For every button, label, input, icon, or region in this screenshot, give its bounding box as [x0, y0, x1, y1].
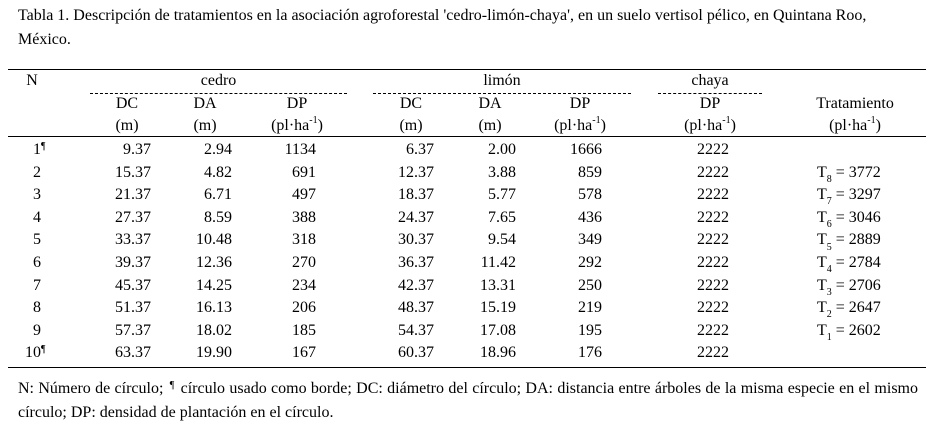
cell-n: 2: [33, 163, 41, 181]
cell-limon-da: 2.00: [488, 141, 516, 158]
cell-limon-dp: 250: [578, 276, 602, 294]
cell-limon-dc: 12.37: [398, 163, 434, 181]
unit-cedro-dp: $(pl\cdot ha^{-1})$: [271, 114, 323, 134]
cell-cedro-da: 2.94: [204, 141, 232, 158]
cell-chaya-dp: 2222: [697, 186, 729, 204]
cell-cedro-dc: 9.37: [123, 141, 151, 158]
cell-cedro-da: 12.36: [196, 254, 232, 271]
cell-chaya-dp: 2222: [697, 254, 729, 271]
cell-tratamiento: $T_5 = 2889$: [817, 231, 881, 253]
unit-cedro-da: (m): [193, 117, 217, 134]
cell-n: 10: [25, 344, 41, 362]
cell-cedro-dp: 270: [292, 254, 316, 271]
cell-cedro-dp: 167: [292, 344, 316, 362]
cell-limon-da: 9.54: [488, 231, 516, 249]
cell-cedro-dc: 27.37: [115, 208, 151, 226]
header-cedro-dc: DC: [115, 95, 139, 112]
unit-limon-da: (m): [478, 117, 502, 134]
cell-cedro-dc: 39.37: [115, 254, 151, 271]
cell-limon-da: 3.88: [488, 163, 516, 181]
cell-cedro-dc: 63.37: [115, 344, 151, 362]
cell-chaya-dp: 2222: [697, 231, 729, 249]
header-n: N: [26, 72, 38, 89]
cell-cedro-da: 8.59: [204, 208, 232, 226]
cell-cedro-dc: 45.37: [115, 276, 151, 294]
cell-cedro-dc: 51.37: [115, 299, 151, 317]
cell-limon-da: 5.77: [488, 186, 516, 204]
cell-limon-dp: 1666: [570, 141, 602, 158]
cell-chaya-dp: 2222: [697, 141, 729, 158]
cell-tratamiento: $T_3 = 2706$: [817, 276, 881, 298]
header-group-cedro: cedro: [200, 72, 237, 89]
cell-limon-dc: 30.37: [398, 231, 434, 249]
cell-limon-dp: 349: [578, 231, 602, 249]
cell-cedro-dp: 691: [292, 163, 316, 181]
unit-limon-dp: $(pl\cdot ha^{-1})$: [554, 114, 606, 134]
cell-limon-dc: 54.37: [398, 321, 434, 339]
cell-limon-da: 11.42: [480, 254, 516, 271]
cell-chaya-dp: 2222: [697, 163, 729, 181]
header-limon-dc: DC: [399, 95, 423, 112]
table-footnote: N: Número de círculo; ¶ círculo usado como borde; DC: diámetro del círculo; DA: distancia entre árboles de la misma especie en el mismo círculo; DP: densidad de plantación en el círculo.: [18, 380, 918, 421]
chaya-group-divider: [658, 93, 762, 94]
header-limon-da: DA: [478, 95, 502, 112]
unit-tratamiento: $(pl\cdot ha^{-1})$: [829, 114, 881, 134]
cell-limon-dc: 24.37: [398, 208, 434, 226]
table-top-rule: [8, 69, 926, 70]
cell-limon-da: 7.65: [488, 208, 516, 226]
cell-limon-dp: 859: [578, 163, 602, 181]
cell-cedro-da: 18.02: [196, 321, 232, 339]
cell-limon-da: 15.19: [480, 299, 516, 317]
cell-cedro-da: 16.13: [196, 299, 232, 317]
cell-limon-dp: 219: [578, 299, 602, 317]
border-mark-icon: ¶: [41, 141, 46, 152]
cell-cedro-dp: 388: [292, 208, 316, 226]
cell-cedro-da: 19.90: [196, 344, 232, 362]
cell-cedro-da: 6.71: [204, 186, 232, 204]
cell-n: 8: [33, 299, 41, 317]
table-caption: Tabla 1. Descripción de tratamientos en la asociación agroforestal 'cedro-limón-chaya', en un suelo vertisol pélico, en Quintana Roo, México.: [18, 7, 867, 48]
cell-chaya-dp: 2222: [697, 299, 729, 317]
cell-limon-da: 18.96: [480, 344, 516, 362]
cell-n: 5: [33, 231, 41, 249]
unit-limon-dc: (m): [399, 117, 423, 134]
header-group-chaya: chaya: [691, 72, 729, 89]
cell-tratamiento: $T_6 = 3046$: [817, 208, 881, 230]
cell-tratamiento: $T_1 = 2602$: [817, 321, 881, 343]
cell-chaya-dp: 2222: [697, 344, 729, 362]
cell-tratamiento: $T_2 = 2647$: [817, 299, 881, 321]
cell-limon-dc: 18.37: [398, 186, 434, 204]
cell-cedro-dc: 15.37: [115, 163, 151, 181]
cell-cedro-dp: 206: [292, 299, 316, 317]
border-mark-icon: ¶: [41, 344, 46, 356]
border-mark-icon: ¶: [169, 380, 175, 391]
cell-limon-dc: 36.37: [398, 254, 434, 271]
cell-chaya-dp: 2222: [697, 321, 729, 339]
cell-tratamiento: $T_4 = 2784$: [817, 254, 881, 276]
cell-n: 3: [33, 186, 41, 204]
cell-limon-dp: 578: [578, 186, 602, 204]
cell-limon-dc: 6.37: [406, 141, 434, 158]
cell-cedro-dp: 234: [292, 276, 316, 294]
cell-limon-dc: 42.37: [398, 276, 434, 294]
cell-n: 7: [33, 276, 41, 294]
cell-cedro-dp: 318: [292, 231, 316, 249]
cell-limon-dc: 48.37: [398, 299, 434, 317]
cell-cedro-dc: 33.37: [115, 231, 151, 249]
cell-cedro-dp: 185: [292, 321, 316, 339]
cell-cedro-dc: 57.37: [115, 321, 151, 339]
limon-group-divider: [373, 93, 631, 94]
cell-chaya-dp: 2222: [697, 276, 729, 294]
cell-chaya-dp: 2222: [697, 208, 729, 226]
cell-cedro-dc: 21.37: [115, 186, 151, 204]
cell-cedro-da: 4.82: [204, 163, 232, 181]
cell-cedro-da: 14.25: [196, 276, 232, 294]
cedro-group-divider: [90, 93, 347, 94]
header-limon-dp: DP: [569, 95, 591, 112]
cell-limon-da: 13.31: [480, 276, 516, 294]
header-group-limon: limón: [483, 72, 521, 89]
cell-cedro-dp: 1134: [284, 141, 316, 158]
cell-n: 9: [33, 321, 41, 339]
cell-limon-dp: 292: [578, 254, 602, 271]
cell-cedro-dp: 497: [292, 186, 316, 204]
header-tratamiento: Tratamiento: [816, 95, 894, 112]
cell-limon-dp: 436: [578, 208, 602, 226]
table-bottom-rule: [8, 367, 926, 368]
unit-chaya-dp: $(pl\cdot ha^{-1})$: [684, 114, 736, 134]
header-cedro-da: DA: [193, 95, 217, 112]
cell-n: 4: [33, 208, 41, 226]
cell-limon-dp: 176: [578, 344, 602, 362]
cell-n: 1: [33, 141, 41, 158]
cell-tratamiento: $T_8 = 3772$: [817, 163, 881, 185]
cell-cedro-da: 10.48: [196, 231, 232, 249]
cell-limon-dc: 60.37: [398, 344, 434, 362]
header-chaya-dp: DP: [699, 95, 721, 112]
unit-cedro-dc: (m): [115, 117, 139, 134]
header-cedro-dp: DP: [286, 95, 308, 112]
cell-n: 6: [33, 254, 41, 271]
cell-limon-dp: 195: [578, 321, 602, 339]
cell-limon-da: 17.08: [480, 321, 516, 339]
header-bottom-rule: [8, 136, 926, 137]
cell-tratamiento: $T_7 = 3297$: [817, 186, 881, 208]
